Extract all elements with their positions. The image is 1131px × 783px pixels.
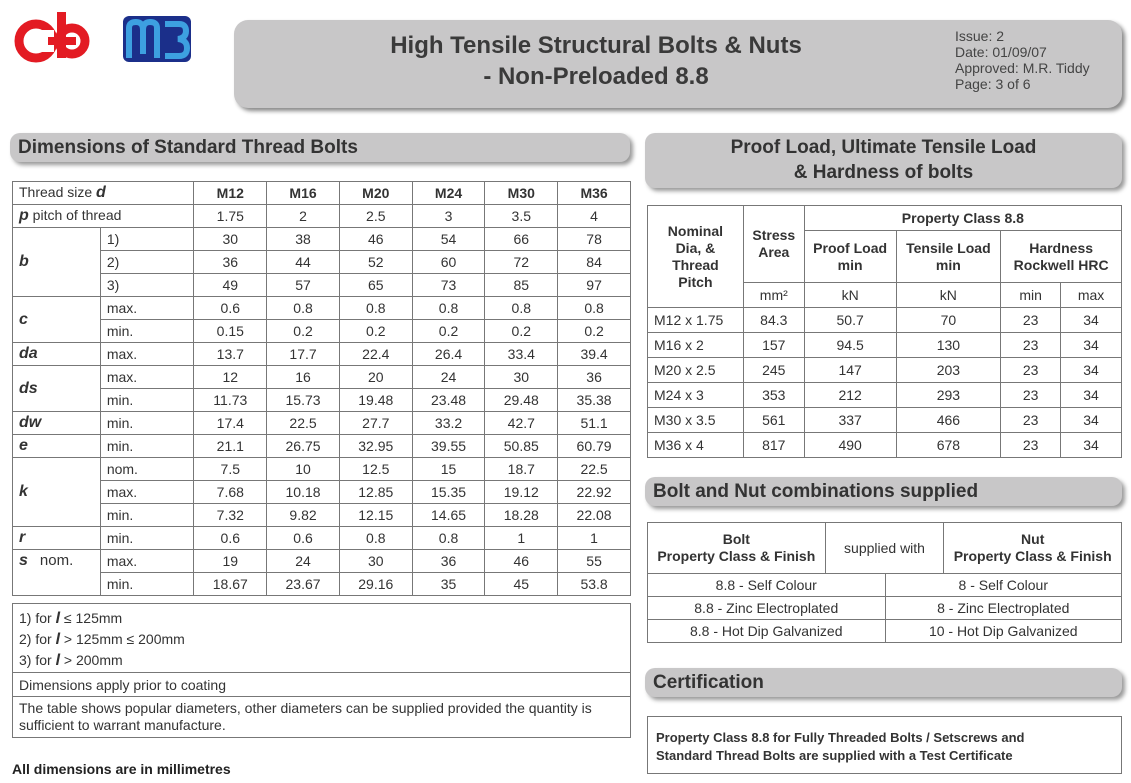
certification-heading: Certification [645, 668, 1122, 697]
table-cell: 0.6 [267, 527, 340, 550]
table-cell: 33.2 [412, 412, 485, 435]
tensile-load-header: Tensile Load min [896, 231, 1001, 283]
page-title [234, 30, 958, 92]
table-cell: 7.5 [194, 458, 267, 481]
thread-var: d [96, 184, 106, 201]
bolt-size: M16 x 2 [648, 333, 744, 358]
size-M36: M36 [558, 182, 631, 205]
table-cell: 212 [804, 383, 896, 408]
table-cell: 78 [558, 228, 631, 251]
table-cell: 24 [267, 550, 340, 573]
table-cell: 245 [743, 358, 804, 383]
nominal-header: Nominal Dia, & Thread Pitch [648, 206, 744, 308]
s-label [13, 550, 101, 596]
row-qualifier: 3) [100, 274, 194, 297]
table-cell: 35 [412, 573, 485, 596]
row-qualifier: min. [100, 389, 194, 412]
nut-finish: 8 - Self Colour [885, 574, 1121, 597]
table-cell: 0.8 [339, 527, 412, 550]
table-cell: 17.4 [194, 412, 267, 435]
table-cell: 34 [1061, 308, 1122, 333]
table-cell: 11.73 [194, 389, 267, 412]
date: Date: 01/09/07 [955, 44, 1047, 60]
table-cell: 72 [485, 251, 558, 274]
ds-var: ds [19, 379, 38, 397]
row-qualifier: max. [100, 481, 194, 504]
r-var: r [19, 529, 26, 546]
k-row [13, 458, 631, 481]
table-cell: 17.7 [267, 343, 340, 366]
nut-header: Nut Property Class & Finish [944, 523, 1122, 574]
table-cell: 50.85 [485, 435, 558, 458]
proof-load-header: Proof Load min [804, 231, 896, 283]
table-cell: 33.4 [485, 343, 558, 366]
table-cell: 50.7 [804, 308, 896, 333]
supplied-with: supplied with [825, 523, 944, 574]
table-cell: 0.2 [485, 320, 558, 343]
bolt-size: M36 x 4 [648, 433, 744, 458]
table-cell: 7.32 [194, 504, 267, 527]
table-cell: 23 [1001, 433, 1061, 458]
table-cell: 1 [558, 527, 631, 550]
table-cell: 26.4 [412, 343, 485, 366]
table-cell: 12.85 [339, 481, 412, 504]
table-cell: 20 [339, 366, 412, 389]
table-cell: 51.1 [558, 412, 631, 435]
table-cell: 14.65 [412, 504, 485, 527]
table-cell: 34 [1061, 358, 1122, 383]
table-cell: 0.2 [412, 320, 485, 343]
table-cell: 0.8 [339, 297, 412, 320]
bolt-size: M20 x 2.5 [648, 358, 744, 383]
k-row [13, 481, 631, 504]
footnote-2: 2) for l > 125mm ≤ 200mm [19, 631, 185, 648]
table-cell: 55 [558, 550, 631, 573]
proof-heading: Proof Load, Ultimate Tensile Load & Hardness of bolts [645, 133, 1122, 188]
ds-row [13, 389, 631, 412]
table-cell: 0.8 [412, 527, 485, 550]
table-cell: 26.75 [267, 435, 340, 458]
table-cell: 22.08 [558, 504, 631, 527]
bolt-finish: 8.8 - Hot Dip Galvanized [648, 620, 886, 643]
document-meta [955, 28, 1090, 92]
table-cell: 42.7 [485, 412, 558, 435]
proof-load-table [647, 205, 1122, 458]
table-cell: 466 [896, 408, 1001, 433]
table-cell: 36 [412, 550, 485, 573]
table-cell: 0.15 [194, 320, 267, 343]
table-cell: 34 [1061, 383, 1122, 408]
nut-finish: 10 - Hot Dip Galvanized [885, 620, 1121, 643]
c-label [13, 297, 101, 343]
bolt-size: M30 x 3.5 [648, 408, 744, 433]
combo-row [648, 620, 1122, 643]
unit-mm2: mm² [743, 283, 804, 308]
table-cell: 57 [267, 274, 340, 297]
unit-min: min [1001, 283, 1061, 308]
thread-size-label [13, 182, 194, 205]
table-cell: 36 [194, 251, 267, 274]
size-M24: M24 [412, 182, 485, 205]
table-cell: 10.18 [267, 481, 340, 504]
table-cell: 16 [267, 366, 340, 389]
table-cell: 22.5 [558, 458, 631, 481]
dims-header-row [13, 182, 631, 205]
table-cell: 60 [412, 251, 485, 274]
bolt-finish: 8.8 - Zinc Electroplated [648, 597, 886, 620]
hardness-header: Hardness Rockwell HRC [1001, 231, 1122, 283]
table-cell: 39.4 [558, 343, 631, 366]
row-qualifier: 1) [100, 228, 194, 251]
table-cell: 70 [896, 308, 1001, 333]
table-cell: 18.28 [485, 504, 558, 527]
footnote-3: 3) for l > 200mm [19, 652, 123, 669]
nut-finish: 8 - Zinc Electroplated [885, 597, 1121, 620]
table-cell: 7.68 [194, 481, 267, 504]
e-row [13, 435, 631, 458]
table-cell: 32.95 [339, 435, 412, 458]
e-var: e [19, 437, 28, 454]
b-label [13, 228, 101, 297]
table-cell: 293 [896, 383, 1001, 408]
table-cell: 23 [1001, 383, 1061, 408]
table-cell: 23 [1001, 408, 1061, 433]
table-cell: 2.5 [339, 205, 412, 228]
row-qualifier: max. [100, 550, 194, 573]
table-cell: 36 [558, 366, 631, 389]
table-cell: 23 [1001, 333, 1061, 358]
table-cell: 53.8 [558, 573, 631, 596]
table-cell: 337 [804, 408, 896, 433]
table-cell: 0.8 [412, 297, 485, 320]
ds-label [13, 366, 101, 412]
footnotes [12, 603, 631, 673]
c-var: c [19, 310, 28, 328]
certification-text: Property Class 8.8 for Fully Threaded Bolts / Setscrews and Standard Thread Bolts are supplied with a Test Certificate [647, 716, 1122, 774]
table-cell: 353 [743, 383, 804, 408]
table-cell: 0.8 [267, 297, 340, 320]
pitch-var: p [19, 207, 29, 224]
table-cell: 23 [1001, 308, 1061, 333]
pitch-label [13, 205, 194, 228]
thread-size-text: Thread size [19, 184, 97, 200]
table-cell: 9.82 [267, 504, 340, 527]
table-cell: 18.67 [194, 573, 267, 596]
table-cell: 0.8 [485, 297, 558, 320]
table-cell: 27.7 [339, 412, 412, 435]
table-cell: 24 [412, 366, 485, 389]
proof-row [648, 358, 1122, 383]
table-cell: 46 [339, 228, 412, 251]
bolt-size: M24 x 3 [648, 383, 744, 408]
table-cell: 34 [1061, 433, 1122, 458]
cb-logo [10, 8, 92, 66]
table-cell: 490 [804, 433, 896, 458]
size-M12: M12 [194, 182, 267, 205]
table-cell: 23.48 [412, 389, 485, 412]
table-cell: 18.7 [485, 458, 558, 481]
property-class-header: Property Class 8.8 [804, 206, 1121, 231]
unit-kn-proof: kN [804, 283, 896, 308]
table-cell: 147 [804, 358, 896, 383]
table-cell: 0.2 [558, 320, 631, 343]
table-cell: 54 [412, 228, 485, 251]
table-cell: 45 [485, 573, 558, 596]
table-cell: 1 [485, 527, 558, 550]
table-cell: 22.5 [267, 412, 340, 435]
b-row [13, 251, 631, 274]
table-cell: 12 [194, 366, 267, 389]
r-label [13, 527, 101, 550]
combo-row [648, 597, 1122, 620]
da-var: da [19, 345, 38, 362]
stress-area-header: Stress Area [743, 206, 804, 283]
bolt-finish: 8.8 - Self Colour [648, 574, 886, 597]
table-cell: 22.92 [558, 481, 631, 504]
table-cell: 3.5 [485, 205, 558, 228]
combos-heading: Bolt and Nut combinations supplied [645, 477, 1122, 506]
table-cell: 84 [558, 251, 631, 274]
row-qualifier: min. [100, 435, 194, 458]
b-row [13, 228, 631, 251]
table-cell: 44 [267, 251, 340, 274]
table-cell: 2 [267, 205, 340, 228]
size-M30: M30 [485, 182, 558, 205]
table-cell: 94.5 [804, 333, 896, 358]
popular-note: The table shows popular diameters, other diameters can be supplied provided the quantity is sufficient to warrant manufacture. [12, 696, 631, 738]
ds-row [13, 366, 631, 389]
footnote-1: 1) for l ≤ 125mm [19, 610, 123, 627]
table-cell: 22.4 [339, 343, 412, 366]
size-M20: M20 [339, 182, 412, 205]
k-row [13, 504, 631, 527]
dw-var: dw [19, 414, 42, 431]
table-cell: 30 [339, 550, 412, 573]
table-cell: 38 [267, 228, 340, 251]
table-cell: 34 [1061, 333, 1122, 358]
table-cell: 65 [339, 274, 412, 297]
unit-max: max [1061, 283, 1122, 308]
proof-row [648, 433, 1122, 458]
table-cell: 678 [896, 433, 1001, 458]
r-row [13, 527, 631, 550]
table-cell: 23.67 [267, 573, 340, 596]
table-cell: 29.48 [485, 389, 558, 412]
e-label [13, 435, 101, 458]
table-cell: 23 [1001, 358, 1061, 383]
bolt-header: Bolt Property Class & Finish [648, 523, 826, 574]
table-cell: 15 [412, 458, 485, 481]
row-qualifier: nom. [100, 458, 194, 481]
table-cell: 1.75 [194, 205, 267, 228]
table-cell: 60.79 [558, 435, 631, 458]
table-cell: 30 [485, 366, 558, 389]
dw-row [13, 412, 631, 435]
table-cell: 85 [485, 274, 558, 297]
row-qualifier: min. [100, 504, 194, 527]
b-var: b [19, 253, 29, 270]
k-var: k [19, 483, 28, 500]
table-cell: 46 [485, 550, 558, 573]
table-cell: 203 [896, 358, 1001, 383]
size-M16: M16 [267, 182, 340, 205]
table-cell: 12.15 [339, 504, 412, 527]
table-cell: 29.16 [339, 573, 412, 596]
proof-row [648, 333, 1122, 358]
s-var: s [19, 552, 28, 569]
combinations-table [647, 522, 1122, 643]
dw-label [13, 412, 101, 435]
table-cell: 0.8 [558, 297, 631, 320]
row-qualifier: max. [100, 297, 194, 320]
table-cell: 15.35 [412, 481, 485, 504]
table-cell: 30 [194, 228, 267, 251]
pitch-text: pitch of thread [28, 207, 122, 223]
units-note: All dimensions are in millimetres [12, 761, 231, 777]
proof-row [648, 383, 1122, 408]
table-cell: 39.55 [412, 435, 485, 458]
table-cell: 4 [558, 205, 631, 228]
row-qualifier: min. [100, 320, 194, 343]
table-cell: 0.6 [194, 297, 267, 320]
table-cell: 13.7 [194, 343, 267, 366]
table-cell: 817 [743, 433, 804, 458]
row-qualifier: 2) [100, 251, 194, 274]
table-cell: 561 [743, 408, 804, 433]
table-cell: 34 [1061, 408, 1122, 433]
table-cell: 49 [194, 274, 267, 297]
page-number: Page: 3 of 6 [955, 76, 1031, 92]
table-cell: 52 [339, 251, 412, 274]
issue: Issue: 2 [955, 28, 1005, 44]
row-qualifier: min. [100, 527, 194, 550]
table-cell: 97 [558, 274, 631, 297]
table-cell: 130 [896, 333, 1001, 358]
table-cell: 12.5 [339, 458, 412, 481]
combo-row [648, 574, 1122, 597]
table-cell: 157 [743, 333, 804, 358]
k-label [13, 458, 101, 527]
row-qualifier: min. [100, 573, 194, 596]
table-cell: 84.3 [743, 308, 804, 333]
da-row [13, 343, 631, 366]
proof-row [648, 308, 1122, 333]
s-row [13, 550, 631, 573]
table-cell: 3 [412, 205, 485, 228]
title-line-1: High Tensile Structural Bolts & Nuts [390, 32, 802, 59]
mb-logo [123, 14, 193, 66]
table-cell: 21.1 [194, 435, 267, 458]
table-cell: 19.12 [485, 481, 558, 504]
unit-kn-tensile: kN [896, 283, 1001, 308]
table-cell: 19.48 [339, 389, 412, 412]
row-qualifier: max. [100, 343, 194, 366]
da-label [13, 343, 101, 366]
coating-note: Dimensions apply prior to coating [12, 672, 631, 697]
pitch-row [13, 205, 631, 228]
s-row [13, 573, 631, 596]
table-cell: 0.2 [267, 320, 340, 343]
dimensions-table [12, 181, 631, 596]
table-cell: 19 [194, 550, 267, 573]
approved: Approved: M.R. Tiddy [955, 60, 1090, 76]
c-row [13, 297, 631, 320]
table-cell: 66 [485, 228, 558, 251]
proof-row [648, 408, 1122, 433]
table-cell: 0.6 [194, 527, 267, 550]
bolt-size: M12 x 1.75 [648, 308, 744, 333]
table-cell: 15.73 [267, 389, 340, 412]
b-row [13, 274, 631, 297]
table-cell: 73 [412, 274, 485, 297]
dims-heading: Dimensions of Standard Thread Bolts [10, 133, 630, 162]
row-qualifier: max. [100, 366, 194, 389]
s-nom: nom. [39, 552, 74, 569]
row-qualifier: min. [100, 412, 194, 435]
table-cell: 10 [267, 458, 340, 481]
table-cell: 0.2 [339, 320, 412, 343]
table-cell: 35.38 [558, 389, 631, 412]
c-row [13, 320, 631, 343]
title-line-2: - Non-Preloaded 8.8 [483, 63, 709, 90]
